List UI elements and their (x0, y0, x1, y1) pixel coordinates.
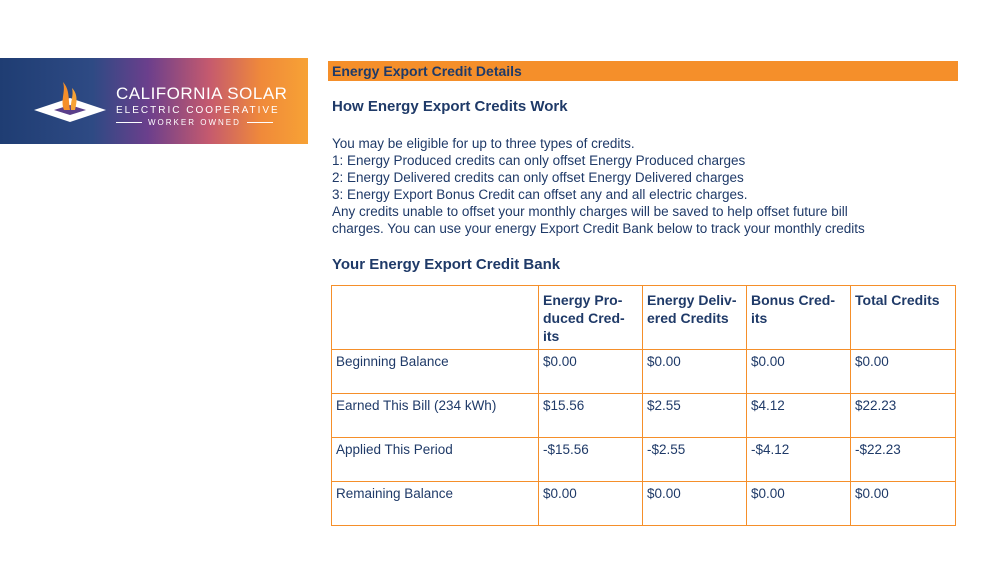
header-total-credits: Total Credits (851, 286, 956, 350)
body-line: Any credits unable to offset your monthly charges will be saved to help offset future bill (332, 204, 848, 219)
cell-value: $0.00 (643, 482, 747, 526)
credit-bank-table (331, 285, 956, 526)
cell-value: $4.12 (747, 394, 851, 438)
cell-value: $0.00 (851, 350, 956, 394)
header-energy-produced: Energy Pro-duced Cred-its (539, 286, 643, 350)
cell-value: $0.00 (747, 482, 851, 526)
table-row (332, 394, 956, 438)
row-label: Earned This Bill (234 kWh) (332, 394, 539, 438)
logo-line1: CALIFORNIA SOLAR (116, 84, 288, 103)
cell-value: $22.23 (851, 394, 956, 438)
table-header-row (332, 286, 956, 350)
how-credits-title: How Energy Export Credits Work (332, 98, 568, 115)
cell-value: $0.00 (747, 350, 851, 394)
row-label: Remaining Balance (332, 482, 539, 526)
credits-explanation (332, 135, 932, 237)
body-line: 2: Energy Delivered credits can only offset Energy Delivered charges (332, 170, 744, 185)
cell-value: $15.56 (539, 394, 643, 438)
table-row (332, 438, 956, 482)
body-line: charges. You can use your energy Export Credit Bank below to track your monthly credits (332, 221, 865, 236)
logo-line2: ELECTRIC COOPERATIVE (116, 105, 280, 116)
cell-value: -$22.23 (851, 438, 956, 482)
cell-value: $0.00 (539, 350, 643, 394)
header-bonus-credits: Bonus Cred-its (747, 286, 851, 350)
header-cell-empty (332, 286, 539, 350)
header-energy-delivered: Energy Deliv-ered Credits (643, 286, 747, 350)
flame-logo-icon (30, 76, 110, 128)
credit-bank-title: Your Energy Export Credit Bank (332, 256, 561, 273)
body-line: 1: Energy Produced credits can only offset Energy Produced charges (332, 153, 746, 168)
cell-value: $0.00 (539, 482, 643, 526)
section-header-bar: Energy Export Credit Details (328, 61, 958, 81)
cell-value: $0.00 (643, 350, 747, 394)
cell-value: $2.55 (643, 394, 747, 438)
body-line: You may be eligible for up to three types of credits. (332, 136, 635, 151)
logo-line3: WORKER OWNED (148, 118, 241, 127)
cell-value: -$4.12 (747, 438, 851, 482)
logo-line3-wrap (116, 118, 273, 127)
table-row (332, 350, 956, 394)
cell-value: -$15.56 (539, 438, 643, 482)
cell-value: $0.00 (851, 482, 956, 526)
cell-value: -$2.55 (643, 438, 747, 482)
row-label: Beginning Balance (332, 350, 539, 394)
company-logo (0, 58, 308, 144)
table-row (332, 482, 956, 526)
body-line: 3: Energy Export Bonus Credit can offset any and all electric charges. (332, 187, 748, 202)
row-label: Applied This Period (332, 438, 539, 482)
